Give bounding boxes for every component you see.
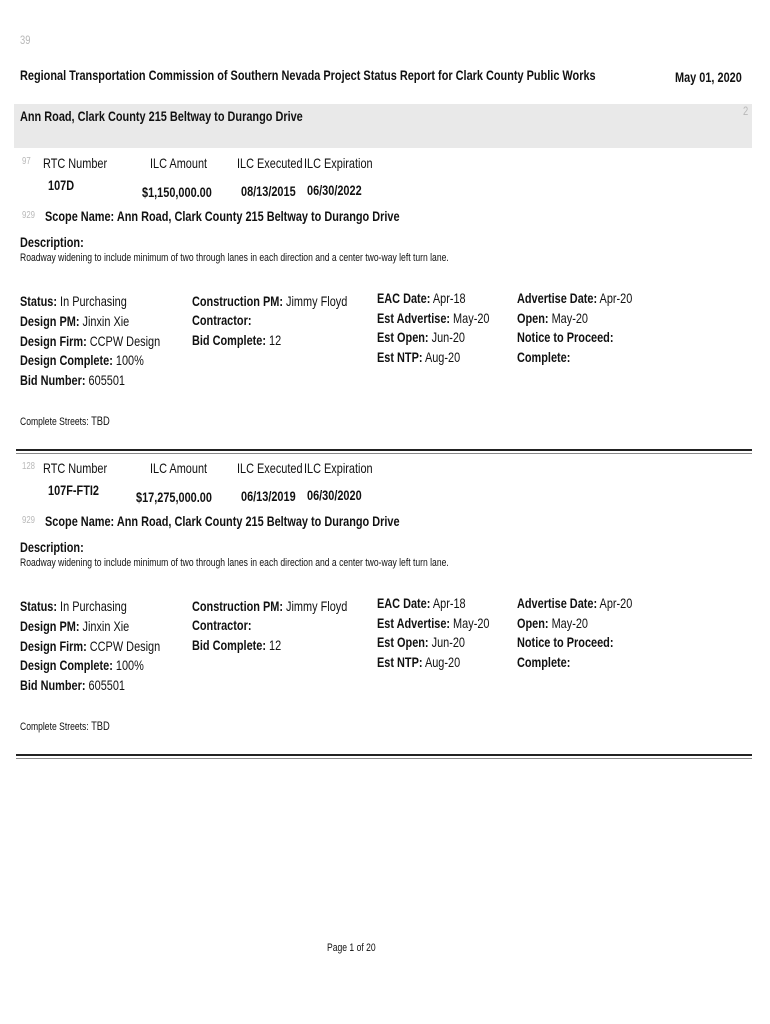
record-separator: [16, 754, 752, 759]
eac-date-field: EAC Date: Apr-18: [377, 595, 466, 611]
est-ntp-field: Est NTP: Aug-20: [377, 349, 461, 365]
description-text: Roadway widening to include minimum of two through lanes in each direction and a center two-way left turn lane.: [20, 557, 449, 569]
open-field: Open: May-20: [517, 615, 589, 631]
record-separator: [16, 449, 752, 454]
ilc-amount-header: ILC Amount: [150, 155, 208, 171]
contractor-field: Contractor:: [192, 312, 252, 328]
description-label: Description:: [20, 234, 84, 250]
rtc-number: 107F-FTI2: [48, 482, 99, 498]
ilc-expiration: 06/30/2022: [307, 182, 362, 198]
design-complete-field: Design Complete: 100%: [20, 657, 144, 673]
construction-pm-field: Construction PM: Jimmy Floyd: [192, 293, 348, 309]
est-advertise-field: Est Advertise: May-20: [377, 615, 490, 631]
design-pm-field: Design PM: Jinxin Xie: [20, 618, 130, 634]
rtc-number-header: RTC Number: [43, 460, 108, 476]
bid-complete-field: Bid Complete: 12: [192, 637, 282, 653]
row-id: 97: [22, 156, 31, 167]
scope-name: Scope Name: Ann Road, Clark County 215 Beltway to Durango Drive: [45, 513, 400, 529]
est-ntp-field: Est NTP: Aug-20: [377, 654, 461, 670]
report-date: May 01, 2020: [675, 69, 742, 85]
advertise-date-field: Advertise Date: Apr-20: [517, 290, 633, 306]
ilc-amount: $1,150,000.00: [142, 184, 212, 200]
bid-complete-field: Bid Complete: 12: [192, 332, 282, 348]
contractor-field: Contractor:: [192, 617, 252, 633]
project-record: [0, 153, 770, 458]
ilc-executed-header: ILC Executed: [237, 460, 303, 476]
project-record: [0, 458, 770, 763]
design-firm-field: Design Firm: CCPW Design: [20, 333, 161, 349]
ilc-expiration: 06/30/2020: [307, 487, 362, 503]
complete-field: Complete:: [517, 349, 571, 365]
complete-streets-field: Complete Streets: TBD: [20, 719, 110, 733]
ilc-executed-header: ILC Executed: [237, 155, 303, 171]
report-title: Regional Transportation Commission of Southern Nevada Project Status Report for Clark County Public Works: [20, 67, 596, 83]
bid-number-field: Bid Number: 605501: [20, 677, 125, 693]
ilc-expiration-header: ILC Expiration: [304, 155, 373, 171]
status-field: Status: In Purchasing: [20, 293, 127, 309]
ilc-executed: 08/13/2015: [241, 183, 296, 199]
design-firm-field: Design Firm: CCPW Design: [20, 638, 161, 654]
status-field: Status: In Purchasing: [20, 598, 127, 614]
page-footer: Page 1 of 20: [327, 942, 376, 954]
section-title: Ann Road, Clark County 215 Beltway to Durango Drive: [20, 108, 303, 124]
page-number-top: 39: [20, 33, 31, 47]
rtc-number: 107D: [48, 177, 75, 193]
section-number: 2: [743, 104, 749, 118]
advertise-date-field: Advertise Date: Apr-20: [517, 595, 633, 611]
est-open-field: Est Open: Jun-20: [377, 634, 466, 650]
complete-field: Complete:: [517, 654, 571, 670]
notice-to-proceed-field: Notice to Proceed:: [517, 329, 614, 345]
scope-id: 929: [22, 210, 36, 221]
ilc-amount-header: ILC Amount: [150, 460, 208, 476]
bid-number-field: Bid Number: 605501: [20, 372, 125, 388]
complete-streets-field: Complete Streets: TBD: [20, 414, 110, 428]
rtc-number-header: RTC Number: [43, 155, 108, 171]
scope-id: 929: [22, 515, 36, 526]
est-advertise-field: Est Advertise: May-20: [377, 310, 490, 326]
scope-name: Scope Name: Ann Road, Clark County 215 Beltway to Durango Drive: [45, 208, 400, 224]
open-field: Open: May-20: [517, 310, 589, 326]
eac-date-field: EAC Date: Apr-18: [377, 290, 466, 306]
design-pm-field: Design PM: Jinxin Xie: [20, 313, 130, 329]
row-id: 128: [22, 461, 36, 472]
est-open-field: Est Open: Jun-20: [377, 329, 466, 345]
ilc-expiration-header: ILC Expiration: [304, 460, 373, 476]
description-text: Roadway widening to include minimum of two through lanes in each direction and a center two-way left turn lane.: [20, 252, 449, 264]
construction-pm-field: Construction PM: Jimmy Floyd: [192, 598, 348, 614]
notice-to-proceed-field: Notice to Proceed:: [517, 634, 614, 650]
ilc-amount: $17,275,000.00: [136, 489, 212, 505]
description-label: Description:: [20, 539, 84, 555]
design-complete-field: Design Complete: 100%: [20, 352, 144, 368]
ilc-executed: 06/13/2019: [241, 488, 296, 504]
